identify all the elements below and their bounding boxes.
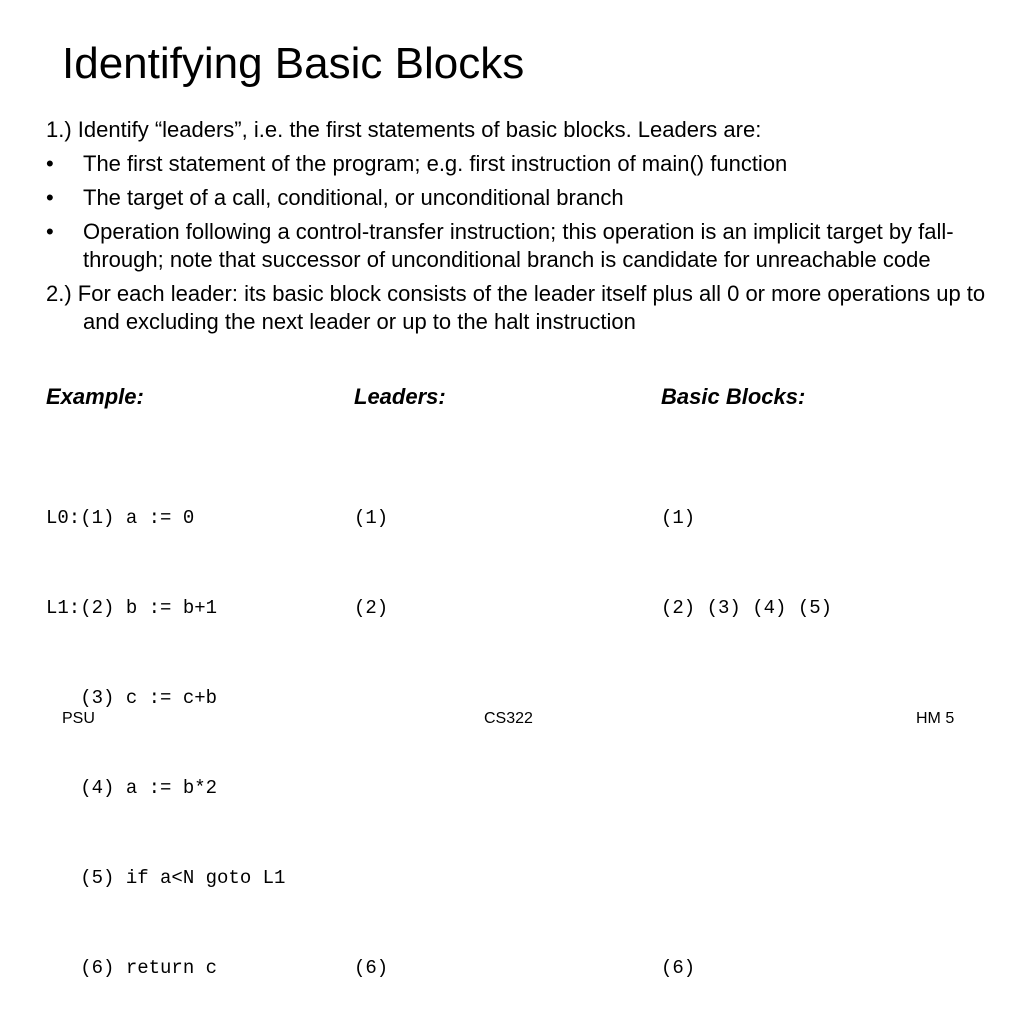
example-header: Example: bbox=[46, 384, 144, 409]
bullet-item bbox=[46, 184, 986, 212]
slide-body bbox=[46, 116, 986, 342]
leader-entry bbox=[354, 863, 388, 893]
block-entry bbox=[661, 863, 832, 893]
leader-entry: (2) bbox=[354, 597, 389, 619]
code-line: L0:(1) a := 0 bbox=[46, 507, 195, 529]
basic-blocks-column bbox=[661, 443, 832, 1013]
bullet-item bbox=[46, 150, 986, 178]
code-line: (6) return c bbox=[46, 957, 218, 979]
block-entry bbox=[661, 773, 832, 803]
bullet-text: The first statement of the program; e.g. first instruction of main() function bbox=[83, 151, 788, 176]
slide-title: Identifying Basic Blocks bbox=[62, 39, 525, 88]
bullet-dot: • bbox=[46, 219, 54, 244]
code-line: (3) c := c+b bbox=[46, 687, 218, 709]
block-entry: (1) bbox=[661, 507, 696, 529]
leaders-header: Leaders: bbox=[354, 384, 446, 409]
footer-left: PSU bbox=[62, 710, 95, 727]
leaders-column bbox=[354, 443, 388, 1013]
step-2-text: 2.) For each leader: its basic block consists of the leader itself plus all 0 or more operations up to and excluding the next leader or up to the halt instruction bbox=[46, 281, 986, 334]
leader-entry bbox=[354, 683, 388, 713]
footer-right: HM 5 bbox=[916, 710, 955, 727]
leader-entry bbox=[354, 773, 388, 803]
code-line: (4) a := b*2 bbox=[46, 777, 218, 799]
leader-entry: (1) bbox=[354, 507, 389, 529]
footer-center: CS322 bbox=[484, 710, 533, 727]
step-1-text: 1.) Identify “leaders”, i.e. the first statements of basic blocks. Leaders are: bbox=[46, 117, 762, 142]
code-line: (5) if a<N goto L1 bbox=[46, 867, 286, 889]
block-entry: (2) (3) (4) (5) bbox=[661, 597, 833, 619]
bullet-dot: • bbox=[46, 185, 54, 210]
bullet-text: The target of a call, conditional, or unconditional branch bbox=[83, 185, 624, 210]
bullet-dot: • bbox=[46, 151, 54, 176]
basic-blocks-header: Basic Blocks: bbox=[661, 384, 806, 409]
block-entry bbox=[661, 683, 832, 713]
bullet-item bbox=[46, 218, 986, 274]
block-entry: (6) bbox=[661, 957, 696, 979]
bullet-text: Operation following a control-transfer instruction; this operation is an implicit target by fall-through; note that successor of unconditional branch is candidate for unreachable code bbox=[83, 219, 954, 272]
leader-entry: (6) bbox=[354, 957, 389, 979]
code-line: L1:(2) b := b+1 bbox=[46, 597, 218, 619]
